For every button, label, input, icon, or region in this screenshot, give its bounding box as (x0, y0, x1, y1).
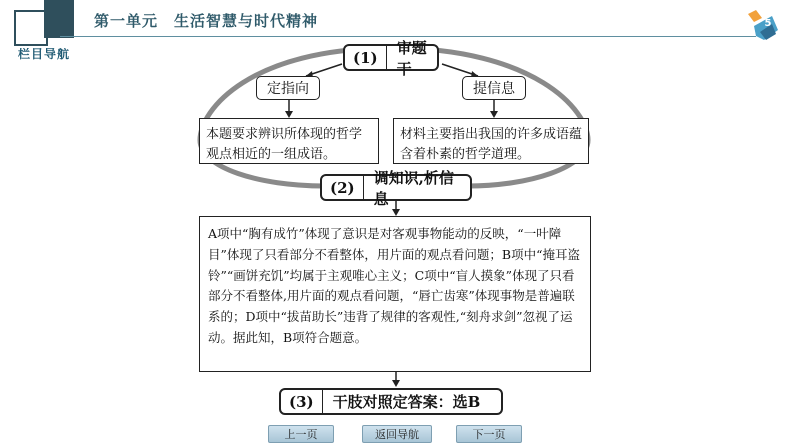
lesson-title: 生活智慧与时代精神 (174, 12, 319, 30)
step-3-number: (3) (281, 390, 323, 413)
step-3-label: 干肢对照定答案：选B (332, 393, 481, 411)
prev-page-button[interactable]: 上一页 (268, 425, 334, 443)
branch-right-label: 提信息 (462, 76, 526, 100)
unit-label: 第一单元 (94, 12, 159, 30)
step-1-number: (1) (345, 46, 387, 69)
section-banner: 栏目导航 (18, 48, 71, 60)
next-page-button[interactable]: 下一页 (456, 425, 522, 443)
step-2-box (320, 168, 472, 208)
branch-left-text: 本题要求辨识所体现的哲学观点相近的一组成语。 (199, 118, 379, 164)
step-3-box (279, 388, 503, 415)
step-2-number: (2) (322, 176, 364, 199)
step-2-label: 调知识,析信息 (373, 168, 454, 208)
page-number: 5 (764, 18, 772, 29)
branch-right-text: 材料主要指出我国的许多成语蕴含着朴素的哲学道理。 (393, 118, 589, 164)
back-to-nav-button[interactable]: 返回导航 (362, 425, 432, 443)
step-1-label: 审题干 (396, 38, 427, 78)
step-1-box (343, 38, 439, 78)
analysis-text: A项中“胸有成竹”体现了意识是对客观事物能动的反映，“一叶障目”体现了只看部分不看整体，用片面的观点看问题；B项中“掩耳盗铃”“画饼充饥”均属于主观唯心主义；C项中“盲人摸象”体现了只看部分不看整体,用片面的观点看问题，“唇亡齿寒”体现事物是普遍联系的；D项中“拔苗助长”违背了规律的客观性,“刻舟求剑”忽视了运动。据此知，B项符合题意。 (199, 216, 591, 372)
branch-left-label: 定指向 (256, 76, 320, 100)
